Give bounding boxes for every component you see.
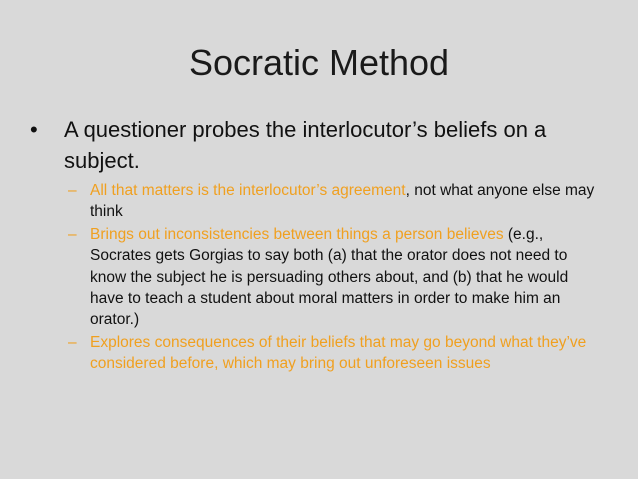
sub-bullet-inconsistencies [68,224,598,331]
sub-bullet-marker: – [68,182,77,199]
sub-bullet-consequences [68,332,598,375]
sub-bullet-marker: – [68,225,77,243]
sub-bullet-highlight: Explores consequences of their beliefs that may go beyond what they’ve considered before, which may bring out unforeseen issues [90,333,587,373]
slide-title: Socratic Method [188,42,450,83]
sub-bullet-list [68,180,598,376]
sub-bullet-highlight: Brings out inconsistencies between things a person believes [90,225,504,243]
main-bullet-text: A questioner probes the interlocutor’s beliefs on a subject. [64,117,547,173]
sub-bullet-agreement [68,180,598,223]
bullet-marker: • [30,117,38,142]
sub-bullet-marker: – [68,333,77,351]
sub-bullet-highlight: All that matters is the interlocutor’s agreement [90,182,406,199]
sub-bullet-text: , not what anyone else may think [90,182,595,221]
main-bullet [24,114,604,176]
sub-bullet-text: (e.g., Socrates gets Gorgias to say both (a) that the orator does not need to know the subject he is persuading others about, and (b) that he would have to teach a student about moral matters in order to make him an orator.) [90,225,569,329]
